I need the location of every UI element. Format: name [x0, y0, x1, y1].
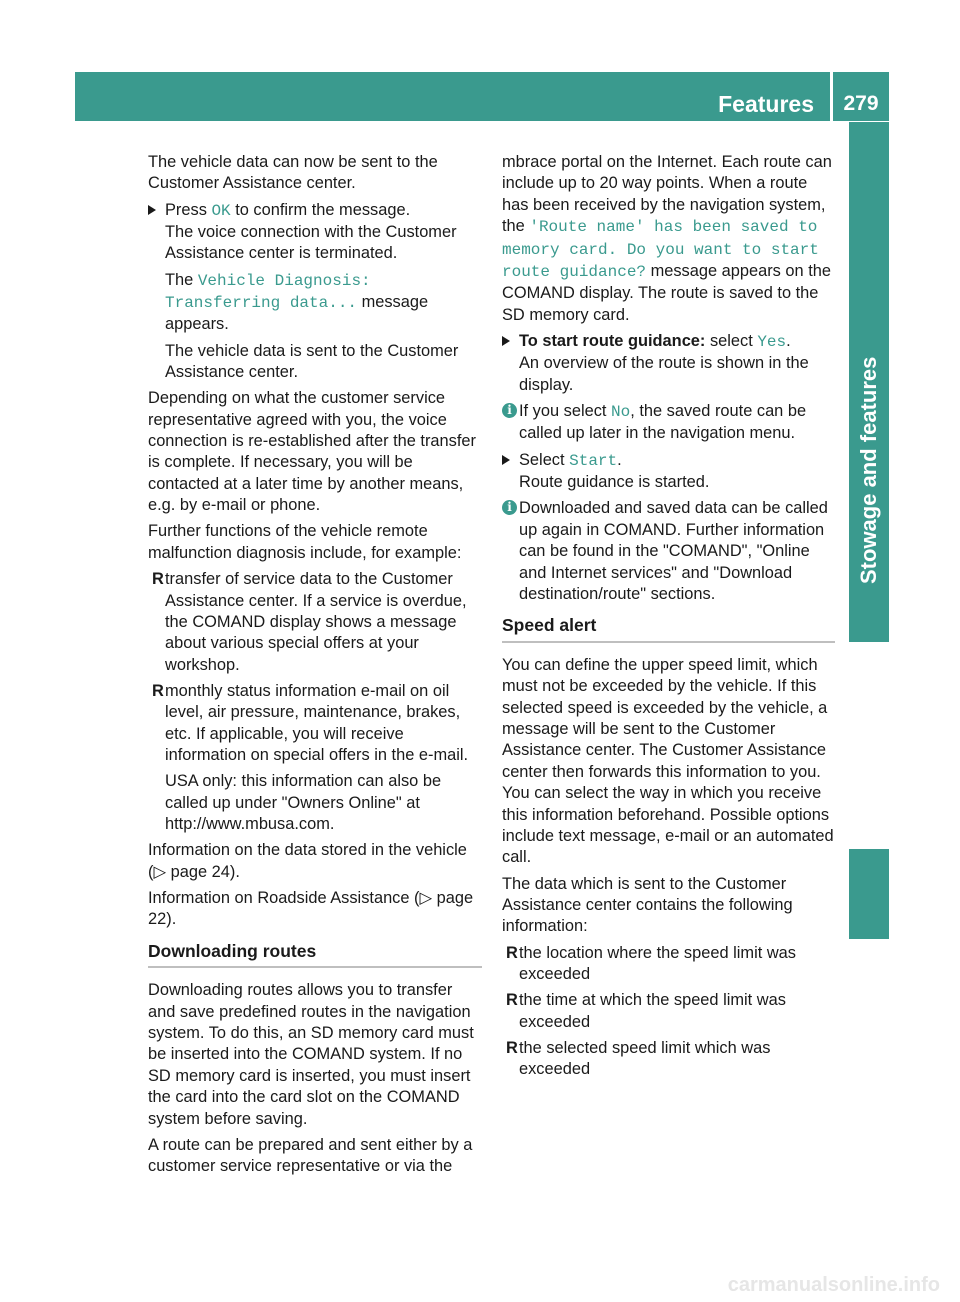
- info-icon: i: [502, 403, 517, 418]
- paragraph: Depending on what the customer service representative agreed with you, the voice connection is re-established after the transfer is complete. If necessary, you will be contacted at a later time by another means, e.g. by e-mail or phone.: [148, 389, 476, 515]
- paragraph: The data which is sent to the Customer Assistance center contains the following information:: [502, 874, 793, 936]
- step-arrow-icon: [148, 205, 156, 215]
- bullet-icon: R: [506, 943, 518, 962]
- bullet-icon: R: [152, 570, 164, 589]
- paragraph: The vehicle data can now be sent to the Customer Assistance center.: [148, 153, 438, 193]
- section-title: Speed alert: [502, 615, 835, 642]
- page-reference: Information on the data stored in the vehicle (▷ page 24).: [148, 841, 467, 881]
- display-text: 'Route name' has been saved to memory card. Do you want to start route guidance?: [502, 218, 819, 282]
- step-item: Select Start. Route guidance is started.: [502, 450, 835, 494]
- paragraph: Downloading routes allows you to transfer and save predefined routes in the navigation system. To do this, an SD memory card must be inserted into the COMAND system. If no SD memory card is inserted, you must insert the card into the card slot on the COMAND system before saving.: [148, 981, 474, 1128]
- section-title: Downloading routes: [148, 941, 482, 968]
- bullet-icon: R: [506, 1038, 518, 1057]
- list-item: R transfer of service data to the Customer Assistance center. If a service is overdue, the COMAND display shows a message about various special offers at your workshop.: [152, 570, 467, 674]
- display-text: Yes: [757, 333, 787, 352]
- list-item: R monthly status information e-mail on oil level, air pressure, maintenance, brakes, etc. If applicable, you will receive information on special offers in the e-mail.: [152, 681, 469, 765]
- info-note: i Downloaded and saved data can be called up again in COMAND. Further information can be found in the "COMAND", "Online and Internet services" and "Download destination/route" sections.: [502, 498, 835, 605]
- paragraph: Further functions of the vehicle remote malfunction diagnosis include, for example:: [148, 522, 462, 562]
- side-tab-label: Stowage and features: [856, 356, 881, 584]
- list-item: R the selected speed limit which was exceeded: [506, 1038, 771, 1079]
- page-header: [75, 72, 889, 121]
- display-text: OK: [211, 201, 231, 220]
- display-text: Start: [569, 451, 618, 470]
- paragraph: mbrace portal on the Internet. Each route can include up to 20 way points. When a route has been received by the navigation system, the 'Route name' has been saved to memory card. Do you want to start route guidance? message appears on the COMAND display. The route is saved to the SD memory card.: [502, 153, 832, 324]
- step-detail: The Vehicle Diagnosis: Transferring data... message appears.: [165, 270, 429, 334]
- right-column: [502, 152, 835, 1085]
- bullet-icon: R: [152, 681, 164, 700]
- paragraph: A route can be prepared and sent either by a customer service representative or via the: [148, 1135, 473, 1176]
- list-item-detail: USA only: this information can also be called up under "Owners Online" at http://www.mbusa.com.: [165, 772, 442, 834]
- header-title: Features: [718, 91, 814, 117]
- step-arrow-icon: [502, 336, 510, 346]
- watermark: carmanualsonline.info: [727, 1274, 940, 1296]
- display-text: Vehicle Diagnosis: Transferring data...: [165, 271, 371, 313]
- bullet-icon: R: [506, 991, 518, 1010]
- info-note: i If you select No, the saved route can be called up later in the navigation menu.: [502, 401, 835, 445]
- page-reference: Information on Roadside Assistance (▷ page 22).: [148, 888, 474, 929]
- list-item: R the time at which the speed limit was exceeded: [506, 991, 786, 1031]
- list-item: R the location where the speed limit was exceeded: [506, 943, 796, 983]
- page-number: 279: [843, 92, 879, 115]
- step-detail: The vehicle data is sent to the Customer Assistance center.: [165, 341, 459, 382]
- step-item: To start route guidance: select Yes. An overview of the route is shown in the display.: [502, 331, 835, 396]
- display-text: No: [611, 403, 631, 422]
- step-item: Press OK to confirm the message. The voice connection with the Customer Assistance center is terminated.: [148, 200, 482, 265]
- side-marker: [849, 849, 889, 939]
- step-arrow-icon: [502, 455, 510, 465]
- paragraph: You can define the upper speed limit, which must not be exceeded by the vehicle. If this selected speed is exceeded by the vehicle, a message will be sent to the Customer Assistance center. The Customer Assistance center then forwards this information to you. You can select the way in which you receive this information beforehand. Possible options include text message, e-mail or an automated call.: [502, 655, 834, 867]
- left-column: [148, 152, 482, 1182]
- info-icon: i: [502, 500, 517, 515]
